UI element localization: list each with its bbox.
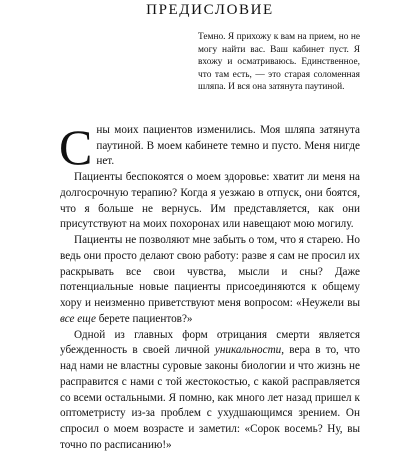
- chapter-heading: ПРЕДИСЛОВИЕ: [146, 2, 274, 18]
- paragraph-3: [60, 233, 360, 328]
- paragraph-1: [59, 118, 360, 175]
- epigraph: Темно. Я прихожу к вам на прием, но не могу найти вас. Ваш кабинет пуст. Я вхожу и осматриваюсь. Единственное, что там есть, — это старая соломенная шляпа. И вся она затянута паутиной.: [198, 32, 360, 93]
- body-text: [59, 118, 360, 454]
- paragraph-3-text-a: Пациенты не позволяют мне забыть о том, что я старею. Но ведь они просто делают свою работу: разве я сам не просил их раскрывать все свои чувства, мысли и сны? Даже потенциальные новые пациенты присоединяются к общему хору и неизменно приветствуют меня вопросом: «Неужели вы: [60, 234, 360, 310]
- paragraph-3-text-b: берете пациентов?»: [95, 312, 193, 325]
- drop-cap: С: [59, 118, 93, 175]
- book-page: [60, 0, 360, 454]
- paragraph-3-emphasis: все еще: [60, 312, 96, 325]
- paragraph-4-text-b: , вера в то, что над нами не властны суровые законы биологии и что жизнь не расправится с нами с той жестокостью, с какой расправляется со всеми остальными. Я помню, как много лет назад пришел к оптометристу из-за проблем с ухудшающимся зрением. Он спросил о моем возрасте и заметил: «Сорок восемь? Ну, вы точно по расписанию!»: [60, 344, 360, 451]
- paragraph-4-text-a: Одной из главных форм отрицания смерти является убежденность в своей личной: [60, 328, 360, 357]
- paragraph-2: Пациенты беспокоятся о моем здоровье: хватит ли меня на долгосрочную терапию? Когда я уезжаю в отпуск, они боятся, что я больше не вернусь. Им представляется, как они присутствуют на моих похоронах или навещают мою могилу.: [60, 171, 360, 231]
- paragraph-4: [60, 328, 360, 454]
- paragraph-1-text: ны моих пациентов изменились. Моя шляпа затянута паутиной. В моем кабинете темно и пусто. Меня нигде нет.: [96, 123, 360, 168]
- paragraph-4-emphasis: уникальности: [214, 344, 282, 357]
